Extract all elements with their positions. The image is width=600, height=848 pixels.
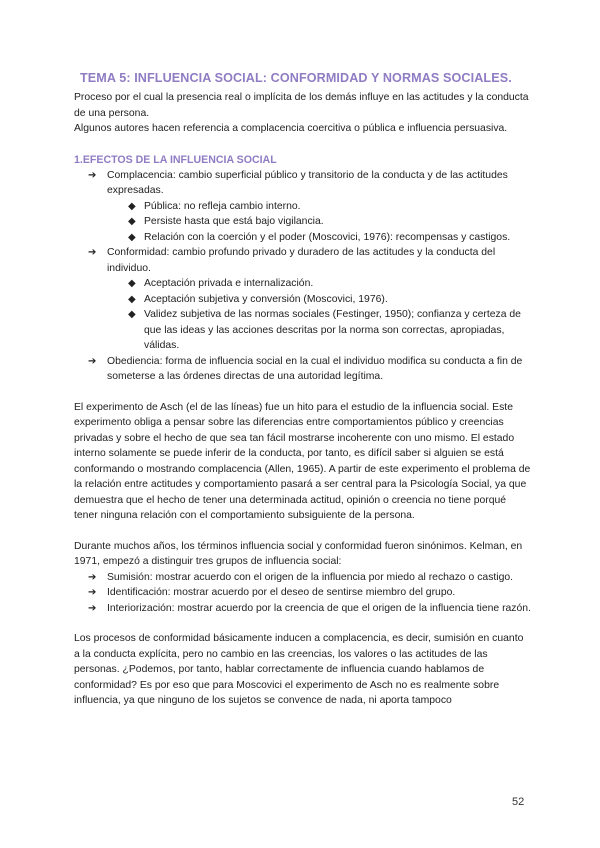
intro-paragraph-2: Algunos autores hacen referencia a complacencia coercitiva o pública e influencia persuasiva. xyxy=(74,123,508,134)
intro-paragraph-1: Proceso por el cual la presencia real o implícita de los demás influye en las actitudes y la conducta de una persona. xyxy=(74,92,529,119)
list-item: ➔ Interiorización: mostrar acuerdo por la creencia de que el origen de la influencia tiene razón. xyxy=(74,601,532,617)
effects-list xyxy=(74,168,532,385)
kelman-paragraph: Durante muchos años, los términos influencia social y conformidad fueron sinónimos. Kelman, en 1971, empezó a distinguir tres grupos de influencia social: xyxy=(74,540,523,567)
diamond-bullet-icon: ◆ xyxy=(128,216,136,227)
diamond-bullet-icon: ◆ xyxy=(128,293,136,305)
kelman-list xyxy=(74,570,532,617)
list-item: ➔ Sumisión: mostrar acuerdo con el origen de la influencia por miedo al rechazo o castigo. xyxy=(74,570,532,586)
arrow-bullet-icon: ➔ xyxy=(88,355,97,367)
sublist-item: ◆ Validez subjetiva de las normas sociales (Festinger, 1950); confianza y certeza de que las ideas y las acciones descritas por la norma son correctas, apropiadas, válidas. xyxy=(128,309,521,351)
diamond-bullet-icon: ◆ xyxy=(128,200,136,212)
diamond-bullet-icon: ◆ xyxy=(128,309,136,320)
page-number: 52 xyxy=(512,796,525,808)
closing-paragraph: Los procesos de conformidad básicamente inducen a complacencia, es decir, sumisión en cuanto a la conducta explícita, pero no cambio en las creencias, los valores o las actitudes de las personas. ¿Podemos, por tanto, hablar correctamente de influencia cuando hablamos de conformidad? Es por eso que para Moscovici el experimento de Asch no es realmente sobre influencia, ya que ninguno de los sujetos se convence de nada, ni aporta tampoco xyxy=(74,633,524,706)
arrow-bullet-icon: ➔ xyxy=(88,247,97,258)
arrow-bullet-icon: ➔ xyxy=(88,587,97,598)
document-page xyxy=(74,70,532,709)
section-heading: 1.EFECTOS DE LA INFLUENCIA SOCIAL xyxy=(74,153,277,166)
sublist xyxy=(107,199,532,246)
diamond-bullet-icon: ◆ xyxy=(128,231,136,243)
list-item: ➔ Complacencia: cambio superficial público y transitorio de la conducta y de las actitudes expresadas. ◆ Pública: no refleja cambio interno. ◆ Persiste hasta que está bajo vigilancia. ◆ Relación con la coerción y el poder (Moscovici, 1976): recompensas y castigos. xyxy=(74,168,532,246)
arrow-bullet-icon: ➔ xyxy=(88,169,97,181)
sublist-item: ◆ Aceptación privada e internalización. xyxy=(107,276,532,292)
list-item: ➔ Obediencia: forma de influencia social en la cual el individuo modifica su conducta a fin de someterse a las órdenes directas de una autoridad legítima. xyxy=(88,355,523,382)
page-title: TEMA 5: INFLUENCIA SOCIAL: CONFORMIDAD Y NORMAS SOCIALES. xyxy=(80,71,512,85)
sublist-item: ◆ Relación con la coerción y el poder (Moscovici, 1976): recompensas y castigos. xyxy=(107,230,532,246)
diamond-bullet-icon: ◆ xyxy=(128,278,136,289)
arrow-bullet-icon: ➔ xyxy=(88,571,97,583)
arrow-bullet-icon: ➔ xyxy=(88,602,97,614)
asch-paragraph: El experimento de Asch (el de las líneas) fue un hito para el estudio de la influencia social. Este experimento obliga a pensar sobre las diferencias entre comportamientos público y creencias privadas y sobre el hecho de que sea tan fácil mostrarse incoherente con uno mismo. El estado interno solamente se puede inferir de la conducta, por tanto, es difícil saber si alguien se está conformando o mostrando complacencia (Allen, 1965). A partir de este experimento el problema de la relación entre actitudes y comportamiento pasará a ser central para la Psicología Social, ya que demuestra que el hecho de tener una determinada actitud, opinión o creencia no tiene porqué tener ninguna relación con el comportamiento subsiguiente de la persona. xyxy=(74,401,531,521)
sublist xyxy=(107,276,532,354)
sublist-item: ◆ Persiste hasta que está bajo vigilancia. xyxy=(107,214,532,230)
sublist-item: ◆ Pública: no refleja cambio interno. xyxy=(107,199,532,215)
list-item: ➔ Identificación: mostrar acuerdo por el deseo de sentirse miembro del grupo. xyxy=(74,585,532,601)
list-item: ➔ Conformidad: cambio profundo privado y duradero de las actitudes y la conducta del individuo. ◆ Aceptación privada e internalización. ◆ Aceptación subjetiva y conversión (Moscovici, 1976). ◆ Validez subjetiva de las normas sociales (Festinger, 1950); confianza y certeza de que las ideas y las acciones descritas por la norma son correctas, apropiadas, válidas. xyxy=(74,245,532,354)
sublist-item: ◆ Aceptación subjetiva y conversión (Moscovici, 1976). xyxy=(107,292,532,308)
